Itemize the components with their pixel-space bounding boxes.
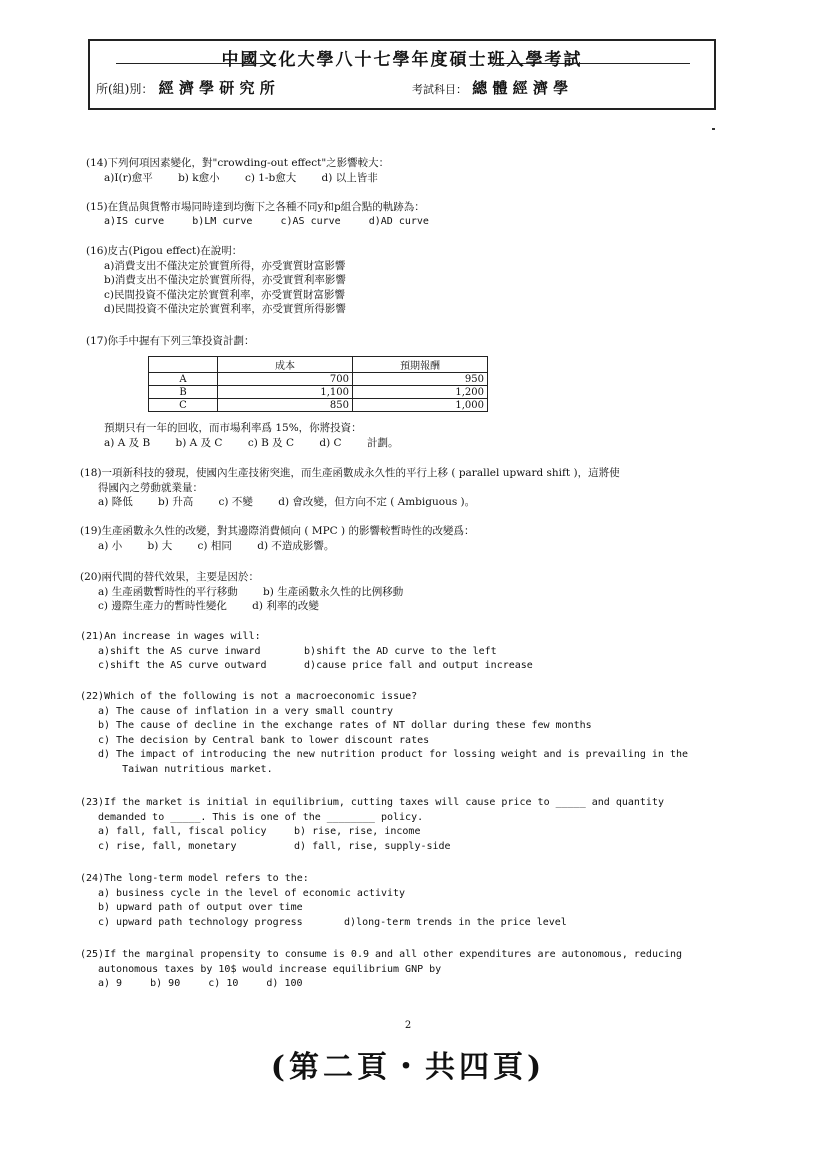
option-b: b) 90 (150, 978, 181, 989)
option-b: b) k愈小 (178, 171, 220, 184)
option-b: b) The cause of decline in the exchange rates of NT dollar during these few months (98, 720, 592, 731)
option-row (80, 977, 682, 992)
option-a: a) The cause of inflation in a very small country (98, 705, 394, 717)
subject-value: 總 體 經 濟 學 (472, 79, 569, 97)
table-row (149, 399, 488, 412)
exam-title: 中國文化大學八十七學年度碩士班入學考試 (221, 50, 583, 70)
option-c: c)民間投資不僅決定於實質利率，亦受實質財富影響 (104, 288, 345, 301)
question-stem: (15)在貨品與貨幣市場同時達到均衡下之各種不同y和p組合點的軌跡為： (86, 201, 425, 213)
department-value: 經 濟 學 研 究 所 (158, 79, 275, 97)
option-d: d) C (319, 436, 342, 449)
option-c: c) The decision by Central bank to lower discount rates (98, 734, 430, 746)
page-number: 2 (404, 1020, 412, 1031)
question-stem: (25)If the marginal propensity to consume is 0.9 and all other expenditures are autonomous, reducing (80, 949, 683, 960)
table-cell: 1,100 (218, 386, 353, 399)
option-a: a)IS curve (104, 215, 165, 227)
option-d: d) 利率的改變 (252, 600, 319, 612)
option-row (86, 436, 420, 451)
option-row (80, 599, 425, 614)
page-footer-label: (第二頁・共四頁) (270, 1050, 546, 1085)
option-b: b) 大 (147, 539, 173, 552)
table-row (149, 373, 488, 386)
question-17 (86, 334, 255, 349)
option-a: a) 生產函數暫時性的平行移動 (98, 585, 238, 598)
question-14 (86, 156, 400, 185)
question-stem: (19)生產函數永久性的改變，對其邊際消費傾向 ( MPC ) 的影響較暫時性的改變爲： (80, 525, 475, 537)
option-row (80, 645, 533, 660)
option-b: b)shift the AD curve to the left (304, 645, 497, 657)
option-d: d) 100 (266, 978, 303, 989)
table-header-cell: 成本 (218, 357, 353, 373)
option-b: b)消費支出不僅決定於實質所得，亦受實質利率影響 (104, 274, 346, 286)
table-cell: C (149, 399, 218, 412)
option-d: d) 會改變，但方向不定 ( Ambiguous )。 (278, 496, 476, 508)
question-25 (80, 948, 682, 992)
table-cell: A (149, 373, 218, 386)
subject-line (412, 77, 568, 98)
table-cell: 850 (218, 399, 353, 412)
option-a: a)I(r)愈平 (104, 171, 153, 184)
table-cell: 950 (353, 373, 488, 386)
question-19 (80, 524, 474, 553)
option-c: c) rise, fall, monetary (98, 840, 237, 852)
option-a: a) 小 (98, 539, 123, 552)
option-b: b)LM curve (192, 215, 253, 227)
option-b: b) 生產函數永久性的比例移動 (263, 585, 404, 598)
header-rule-left (116, 63, 276, 64)
option-c: c)AS curve (280, 215, 341, 227)
table-header-cell (149, 357, 218, 373)
option-d: d)cause price fall and output increase (304, 660, 533, 671)
option-a: a)shift the AS curve inward (98, 645, 261, 657)
option-a: a) business cycle in the level of economic activity (98, 887, 406, 899)
option-a: a) A 及 B (104, 436, 151, 449)
option-b: b) rise, rise, income (294, 826, 421, 837)
question-stem: (16)皮古(Pigou effect)在說明： (86, 245, 243, 257)
table-header-cell: 預期報酬 (353, 357, 488, 373)
option-d: d) The impact of introducing the new nutrition product for lossing weight and is prevailing in the (98, 749, 689, 760)
option-c: c) 相同 (197, 539, 232, 552)
question-stem: (22)Which of the following is not a macroeconomic issue? (80, 691, 418, 702)
option-d: d)AD curve (368, 215, 429, 227)
option-row (80, 916, 567, 931)
question-17-note (86, 421, 420, 450)
option-d: d) fall, rise, supply-side (294, 840, 451, 852)
option-row (80, 585, 425, 600)
option-d: d)long-term trends in the price level (344, 916, 567, 928)
option-c: c)shift the AS curve outward (98, 660, 267, 671)
header-rule-right (490, 63, 690, 64)
question-stem: (23)If the market is initial in equilibrium, cutting taxes will cause price to _____ and quantity (80, 797, 664, 808)
option-row (80, 840, 664, 855)
question-21 (80, 630, 533, 674)
option-b: b) upward path of output over time (98, 902, 303, 913)
option-d-continued: Taiwan nutritious market. (98, 763, 273, 775)
question-stem: (20)兩代間的替代效果，主要是因於： (80, 571, 260, 583)
question-16 (86, 244, 346, 317)
option-c: c) upward path technology progress (98, 916, 303, 928)
option-a: a) fall, fall, fiscal policy (98, 826, 267, 837)
question-stem: (18)一項新科技的發現，使國內生產技術突進，而生產函數成永久性的平行上移 ( parallel upward shift )，這將使 (80, 467, 620, 479)
scan-mark (712, 128, 715, 130)
option-c: c) B 及 C (247, 436, 295, 449)
option-row (80, 495, 620, 510)
option-row (86, 215, 451, 230)
option-d: d) 以上皆非 (321, 171, 378, 184)
option-b: b) A 及 C (175, 436, 223, 449)
table-cell: B (149, 386, 218, 399)
department-line (96, 77, 275, 98)
question-15 (86, 200, 451, 229)
option-a: a) 降低 (98, 496, 133, 508)
question-stem: (21)An increase in wages will: (80, 631, 261, 642)
question-stem: (14)下列何項因素變化，對"crowding-out effect"之影響較大： (86, 157, 390, 169)
option-row (80, 825, 664, 840)
option-c: c) 不變 (218, 496, 253, 508)
question-stem-continued: 得國內之勞動就業量： (98, 481, 203, 494)
question-24 (80, 872, 567, 930)
question-note: 預期只有一年的回收，而市場利率爲 15%，你將投資： (104, 422, 362, 434)
subject-label: 考試科目： (412, 83, 467, 96)
option-suffix: 計劃。 (366, 436, 399, 449)
option-c: c) 邊際生產力的暫時性變化 (98, 600, 227, 612)
option-d: d) 不造成影響。 (257, 539, 335, 552)
question-23 (80, 796, 664, 854)
option-row (80, 539, 474, 554)
option-b: b) 升高 (158, 496, 194, 508)
question-18 (80, 466, 620, 510)
table-cell: 1,000 (353, 399, 488, 412)
exam-header (88, 39, 716, 110)
question-stem-continued: autonomous taxes by 10$ would increase equilibrium GNP by (98, 963, 442, 975)
question-stem-continued: demanded to _____. This is one of the ________ policy. (98, 811, 424, 823)
question-stem: (17)你手中握有下列三筆投資計劃： (86, 335, 255, 347)
option-c: c) 10 (208, 978, 239, 989)
question-22 (80, 690, 688, 777)
option-row (86, 171, 400, 186)
option-a: a) 9 (98, 978, 123, 989)
department-label: 所(組)別： (96, 82, 154, 96)
option-a: a)消費支出不僅決定於實質所得，亦受實質財富影響 (104, 259, 346, 272)
option-c: c) 1-b愈大 (244, 171, 297, 184)
question-stem: (24)The long-term model refers to the: (80, 873, 309, 884)
option-row (80, 659, 533, 674)
table-row (149, 386, 488, 399)
investment-table (148, 356, 488, 412)
table-header-row (149, 357, 488, 373)
table-cell: 1,200 (353, 386, 488, 399)
question-20 (80, 570, 425, 614)
option-d: d)民間投資不僅決定於實質利率，亦受實質所得影響 (104, 303, 346, 315)
table-cell: 700 (218, 373, 353, 386)
